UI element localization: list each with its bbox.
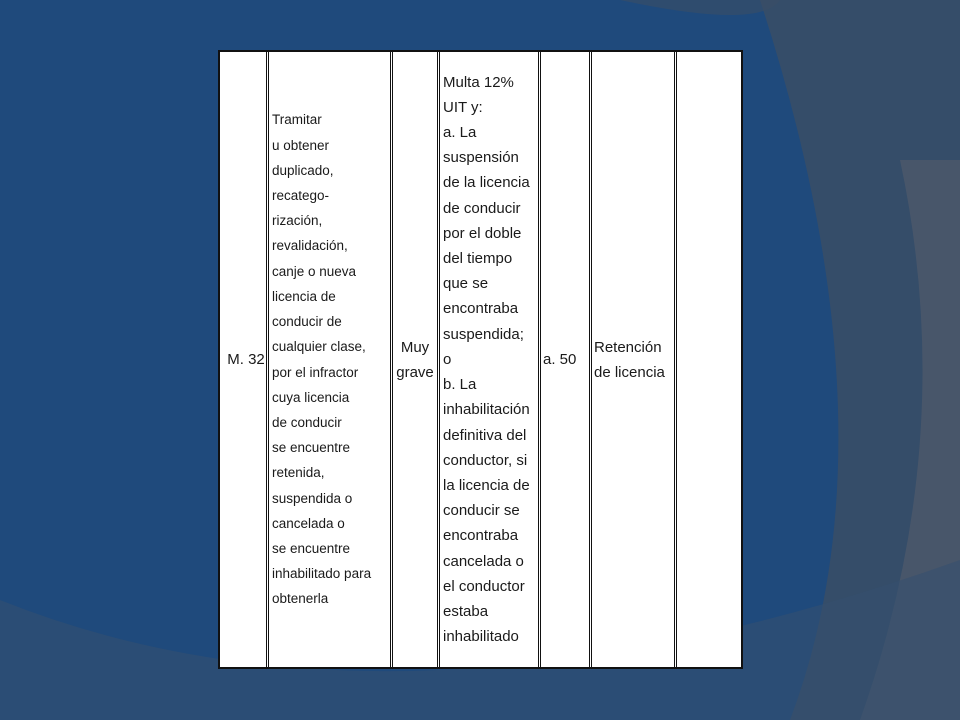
preventive-measure: Retención de licencia <box>594 338 665 381</box>
measure-cell <box>592 52 677 667</box>
extra-cell <box>677 52 741 667</box>
sanction-cell <box>440 52 541 667</box>
severity-cell <box>393 52 440 667</box>
description-cell <box>269 52 393 667</box>
points-cell <box>541 52 592 667</box>
infraction-code: M. 32 <box>227 351 265 368</box>
infraction-sanction: Multa 12% UIT y: a. La suspensión de la licencia de conducir por el doble del tiempo que se encontraba suspendida; o b. La inhabilitación definitiva del conductor, si la licencia de conducir se encontraba cancelada o el conductor estaba inhabilitado <box>443 73 530 646</box>
infraction-points: a. 50 <box>543 351 577 368</box>
infraction-description: Tramitar u obtener duplicado, recatego- rización, revalidación, canje o nueva licencia de conducir de cualquier clase, por el infractor cuya licencia de conducir se encuentre retenida, suspendida o cancelada o se encuentre inhabilitado para obtenerla <box>272 112 372 607</box>
infraction-table <box>218 50 743 669</box>
code-cell <box>220 52 269 667</box>
infraction-severity: Muy grave <box>396 338 434 381</box>
